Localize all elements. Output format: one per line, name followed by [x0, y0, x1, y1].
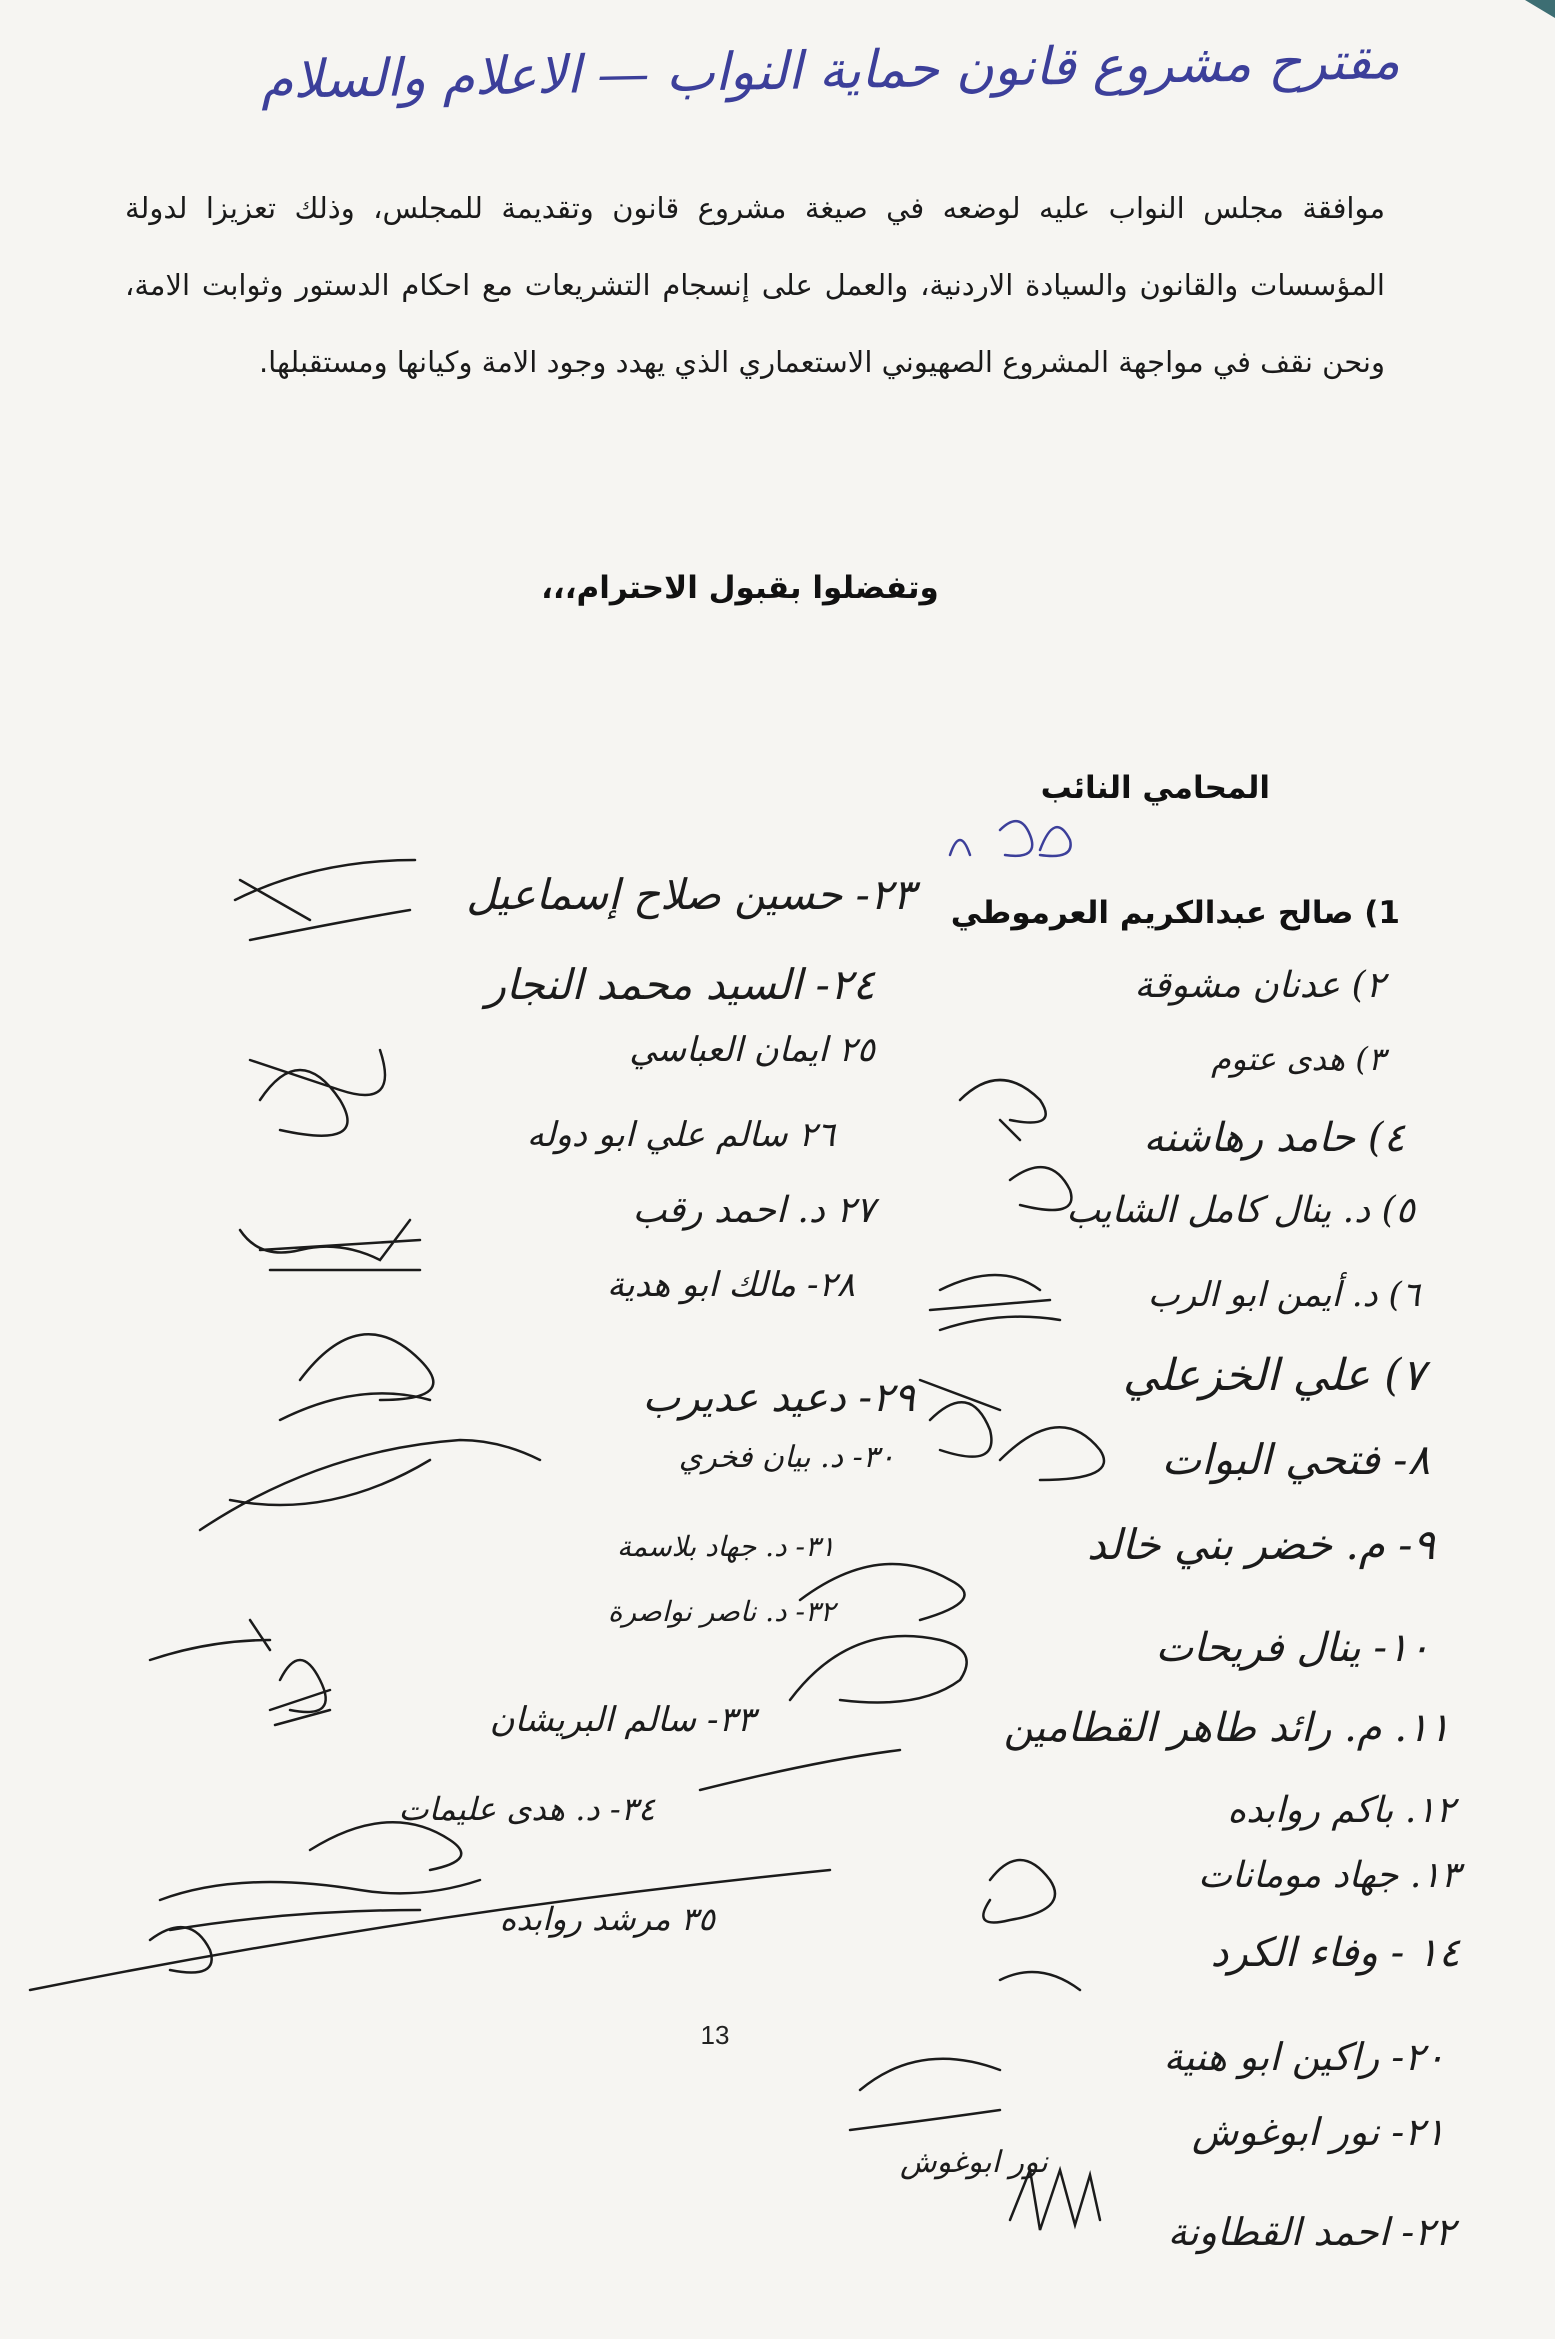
signatory-title: المحامي النائب [1040, 770, 1270, 806]
signatory-entry: ٢٦ سالم علي ابو دوله [526, 1115, 835, 1155]
signatory-entry: ٣) هدى عتوم [1211, 1040, 1385, 1078]
signatory-entry: ٢٧ د. احمد رقب [632, 1190, 875, 1231]
signatory-entry: ٢٠- راكين ابو هنية [1163, 2035, 1445, 2079]
signatory-entry: ٢٨- مالك ابو هدية [607, 1265, 855, 1305]
blue-signature [950, 821, 1071, 856]
signature-scribble [150, 1620, 270, 1660]
signatory-entry: ٦) د. أيمن ابو الرب [1147, 1275, 1420, 1315]
margin-note: نور ابوغوش [900, 2145, 1048, 2180]
signature-scribble [983, 1860, 1055, 1923]
signature-scribble [310, 1822, 461, 1870]
signatory-number: 1) [1364, 895, 1400, 931]
signatory-entry: ٢) عدنان مشوقة [1134, 965, 1385, 1006]
signatory-entry: ٢٣- حسين صلاح إسماعيل [466, 870, 915, 919]
signature-scribble [1010, 2170, 1100, 2230]
signature-scribble [1010, 1167, 1071, 1210]
signatory-entry: ٢١- نور ابوغوش [1191, 2110, 1445, 2154]
signatory-entry: ٩- م. خضر بني خالد [1086, 1520, 1435, 1569]
closing-line: وتفضلوا بقبول الاحترام،،، [541, 570, 939, 606]
signatory-entry: ٣٤- د. هدى عليمات [398, 1790, 655, 1828]
signature-scribble [235, 860, 415, 940]
signature-scribble [920, 1380, 1000, 1457]
signature-scribble [800, 1564, 965, 1620]
signature-scribble [960, 1080, 1046, 1140]
signature-scribble [250, 1050, 385, 1136]
signatory-entry: ٨- فتحي البوات [1161, 1435, 1430, 1484]
signatory-entry: ٥) د. ينال كامل الشايب [1066, 1190, 1415, 1231]
signatory-entry: ٣٢- د. ناصر نواصرة [607, 1595, 835, 1628]
signature-scribble [930, 1275, 1050, 1310]
signatory-entry: ٢٢- احمد القطاونة [1167, 2210, 1455, 2254]
signature-scribble [270, 1660, 330, 1725]
signature-scribble [30, 1870, 830, 1990]
signatory-entry: ١١. م. رائد طاهر القطامين [1003, 1705, 1450, 1751]
signatory-entry: ٣٠- د. بيان فخري [678, 1440, 895, 1475]
signature-scribble [240, 1220, 420, 1270]
signatory-name: صالح عبدالكريم العرموطي [950, 895, 1354, 931]
signature-scribble [850, 2059, 1000, 2130]
signatory-entry: ١٣. جهاد مومانات [1198, 1855, 1460, 1896]
signature-scribble [160, 1880, 480, 1930]
signature-scribble [1000, 1972, 1080, 1990]
signatory-entry: ٣٥ مرشد روابده [499, 1900, 715, 1938]
signatory-entry: ١٠- ينال فريحات [1155, 1625, 1430, 1671]
signatory-entry: ٢٥ ايمان العباسي [629, 1030, 875, 1070]
signatory-entry: ٢٩- دعيد عديرب [642, 1375, 915, 1421]
signature-scribble [200, 1440, 540, 1530]
body-paragraph: موافقة مجلس النواب عليه لوضعه في صيغة مشروع قانون وتقديمة للمجلس، وذلك تعزيزا لدولة المؤسسات والقانون والسيادة الاردنية، والعمل على إنسجام التشريعات مع احكام الدستور وثوابت الامة، ونحن نقف في مواجهة المشروع الصهيوني الاستعماري الذي يهدد وجود الامة وكيانها ومستقبلها. [125, 191, 1385, 379]
signatory-entry: ٣٣- سالم البريشان [489, 1700, 755, 1740]
signature-scribble [1000, 1427, 1104, 1480]
signatory-entry: ١٢. باكم روابده [1227, 1790, 1455, 1831]
signatory-entry: ٣١- د. جهاد بلاسمة [617, 1530, 835, 1563]
page-number: 13 [700, 2020, 730, 2050]
signatory-entry: ٢٤- السيد محمد النجار [485, 960, 875, 1009]
handwritten-title: مقترح مشروع قانون حماية النواب — الاعلام والسلام [260, 31, 1401, 111]
signatory-entry: ١٤ - وفاء الكرد [1210, 1930, 1460, 1976]
signatory-entry: ٧) علي الخزعلي [1122, 1350, 1425, 1401]
signature-scribble [280, 1334, 433, 1420]
signature-scribble [700, 1750, 900, 1790]
signature-scribble [940, 1317, 1060, 1330]
signature-scribble [790, 1636, 967, 1703]
signatory-entry: ٤) حامد رهاشنه [1143, 1115, 1405, 1161]
